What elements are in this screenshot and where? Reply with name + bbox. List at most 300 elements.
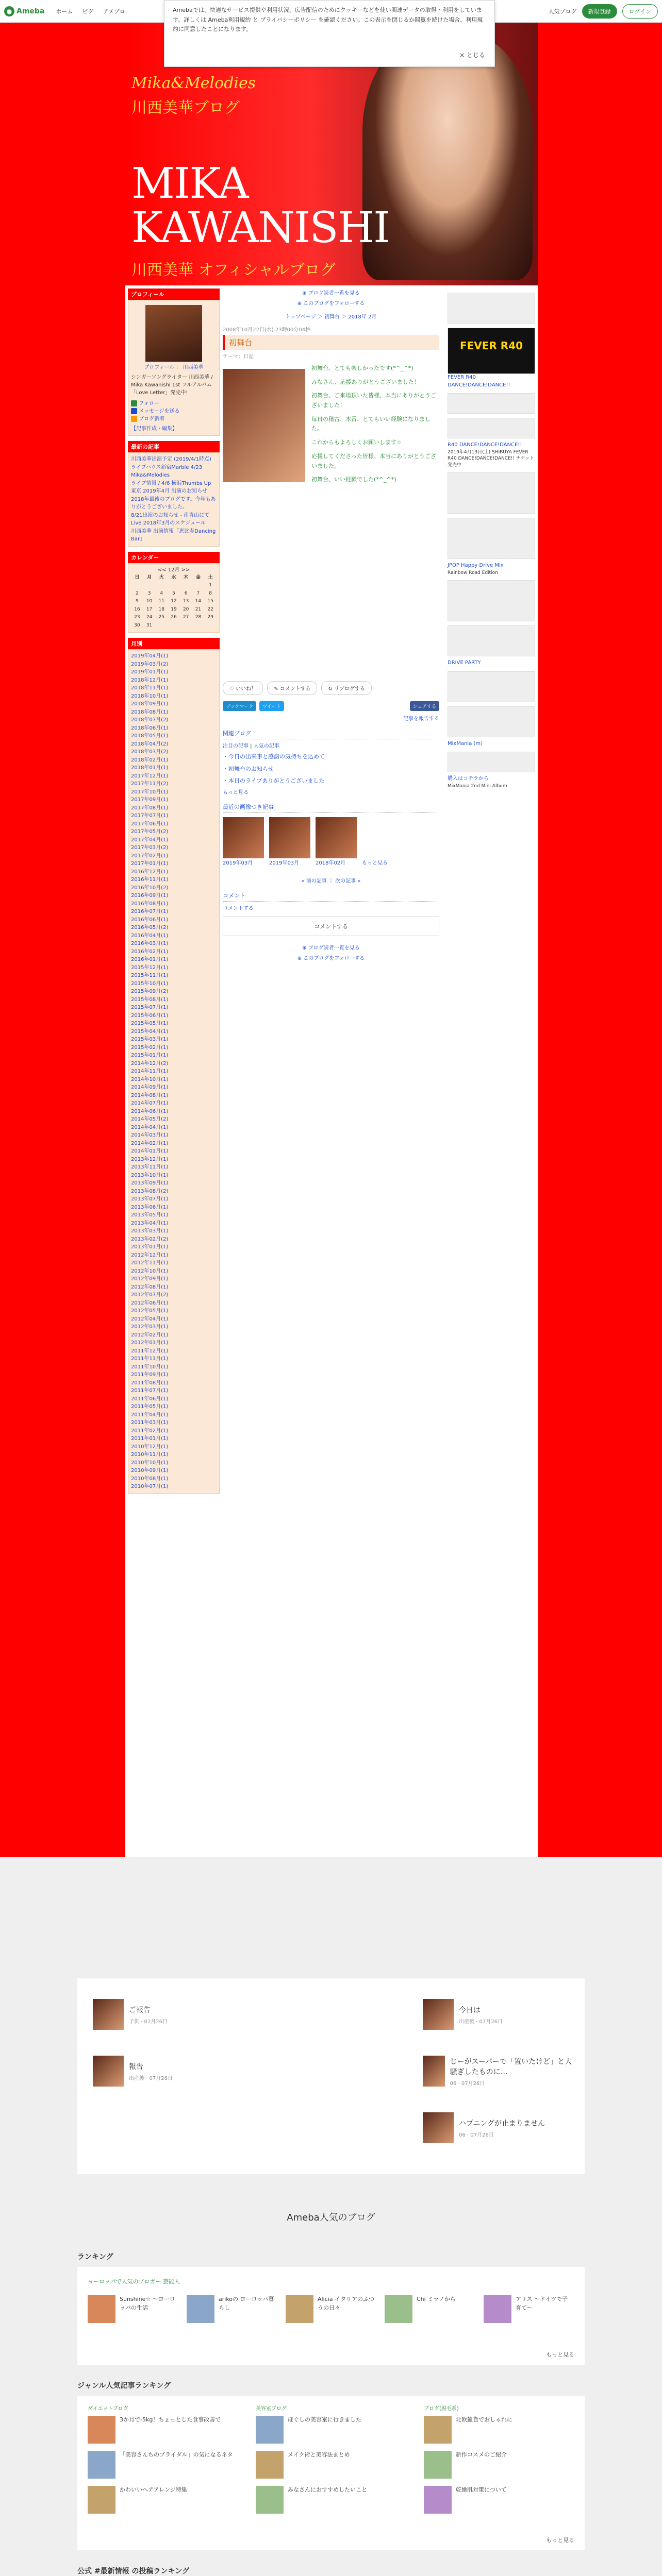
calendar-day [155,582,168,590]
reader-list-link-bottom[interactable]: ⊕ ブログ読者一覧を見る [302,945,360,951]
archive-month-link[interactable]: 2019年04月(1) [131,653,169,659]
archive-month-link[interactable]: 2018年04月(2) [131,741,169,747]
archive-list [128,649,220,1494]
archive-month-link[interactable]: 2013年04月(1) [131,1220,169,1226]
archive-month-link[interactable]: 2010年09月(1) [131,1468,169,1473]
report-link[interactable]: 記事を報告する [403,716,439,722]
ranking-list [88,2295,572,2323]
calendar-day[interactable]: 2 [135,590,139,596]
archive-month-link[interactable]: 2013年12月(1) [131,1156,169,1162]
image-post[interactable] [316,817,357,866]
comment-button[interactable]: ✎ コメントする [267,681,317,695]
archive-month-link[interactable]: 2015年07月(1) [131,1005,169,1010]
genre-item[interactable] [424,2416,573,2444]
archive-month-link[interactable]: 2018年06月(1) [131,725,169,731]
calendar-day[interactable]: 14 [195,599,202,604]
archive-month-link[interactable]: 2017年07月(1) [131,813,169,819]
archive-month-link[interactable]: 2011年07月(1) [131,1388,169,1394]
feed-sub: 06 · 07月26日 [459,2132,494,2138]
archive-month-link[interactable]: 2016年08月(1) [131,901,169,907]
popular-blog-link[interactable]: 人気ブログ [548,8,577,15]
genre-thumb [88,2451,115,2479]
calendar-day[interactable]: 8 [209,590,212,596]
archive-month-link[interactable]: 2014年02月(1) [131,1140,169,1146]
blog-news-link[interactable]: ブログ新着 [139,416,165,422]
follow-icon [131,400,137,406]
purchase-link[interactable]: 購入はコチラから [448,776,489,782]
archive-month-link[interactable]: 2016年11月(1) [131,877,169,883]
archive-month-link[interactable]: 2015年04月(1) [131,1028,169,1035]
entry-body [223,364,439,673]
facebook-share-button[interactable]: シェアする [410,701,439,711]
archive-month-link[interactable]: 2019年01月(1) [131,669,169,675]
archive-month-link[interactable]: 2010年07月(1) [131,1484,169,1489]
recent-list [128,452,220,547]
archive-month-link[interactable]: 2011年08月(1) [131,1380,169,1386]
genre-card [77,2396,585,2550]
archive-month-link[interactable]: 2012年06月(1) [131,1300,169,1306]
archive-month-link[interactable]: 2012年11月(1) [131,1260,169,1266]
genre-thumb [424,2416,452,2444]
fever-r40-banner[interactable]: FEVER R40 [448,328,535,374]
entry-paragraph: 初舞台、ご来場頂いた皆様、本当にありがとうございました！ [311,392,436,409]
ad-banner-1[interactable] [448,293,535,324]
ranking-thumb [385,2295,412,2323]
archive-month-link[interactable]: 2011年03月(1) [131,1420,169,1426]
archive-month-link[interactable]: 2016年09月(1) [131,893,169,899]
archive-month-link[interactable]: 2016年10月(2) [131,885,169,891]
ranking-heading: ランキング [77,2253,113,2261]
fever-link[interactable]: FEVER R40 DANCE!DANCE!DANCE!! [448,375,510,388]
reader-list-label: ブログ読者一覧を見る [308,291,360,296]
archive-month-link[interactable]: 2016年06月(1) [131,917,169,923]
archive-month-link[interactable]: 2017年06月(1) [131,821,169,827]
archive-month-link[interactable]: 2011年11月(1) [131,1356,169,1362]
feed-thumb [423,2112,454,2143]
archive-month-link[interactable]: 2012年08月(1) [131,1284,169,1290]
edit-link[interactable]: 【記事作成・編集】 [131,426,177,432]
ameba-logo[interactable] [4,6,44,16]
login-button[interactable]: ログイン [622,4,658,19]
archive-month-link[interactable]: 2011年12月(1) [131,1348,169,1354]
main-content [223,289,439,964]
ad-banner-6[interactable] [448,580,535,621]
follow-link-row[interactable] [131,400,217,408]
cookie-text: Amebaでは、快適なサービス提供や利用状況、広告配信のためにクッキーなどを使い関連データの取得・利用をしています。詳しくは Ameba利用規約 と プライバシーポリシー を確認ください。この表示を閉じるか閲覧を続けた場合、利用規約に同意したことになります。 [173,7,483,33]
dance-link[interactable]: R40 DANCE!DANCE!DANCE!! [448,442,522,448]
follow-link[interactable]: フォロー [139,401,159,406]
archive-month-link[interactable]: 2015年03月(1) [131,1037,169,1042]
genre-item[interactable] [256,2416,405,2444]
archive-month-link[interactable]: 2013年07月(1) [131,1196,169,1202]
nav-pigg[interactable]: ピグ [82,8,94,15]
archive-month-link[interactable]: 2012年12月(1) [131,1252,169,1258]
image-posts [223,817,439,866]
follow-blog-link[interactable]: ⊕ このブログをフォローする [297,301,365,307]
feed-item-5[interactable] [423,2112,545,2143]
follow-blog-link-bottom[interactable]: ⊕ このブログをフォローする [297,955,365,961]
archive-month-link[interactable]: 2013年11月(1) [131,1164,169,1170]
archive-month-link[interactable]: 2018年07月(2) [131,717,169,723]
archive-month-link[interactable]: 2018年09月(1) [131,701,169,707]
calendar-weekday: 火 [159,574,164,580]
archive-month-link[interactable]: 2014年12月(2) [131,1060,169,1066]
archive-month-link[interactable]: 2014年10月(1) [131,1076,169,1082]
archive-month-link[interactable]: 2017年08月(1) [131,805,169,811]
archive-month-link[interactable]: 2010年12月(1) [131,1444,169,1450]
next-entry-link[interactable]: 次の記事 » [335,878,361,884]
image-posts-more-link[interactable]: もっと見る [362,860,388,866]
ad-banner-10[interactable] [448,752,535,772]
feed-title: ハプニングが止まりません [459,2119,545,2128]
archive-month-link[interactable]: 2010年11月(1) [131,1452,169,1458]
entry-nav: « 前の記事 ｜ 次の記事 » [301,878,361,884]
calendar-day[interactable]: 12 [171,599,177,604]
archive-heading: 月別 [128,638,220,649]
calendar-day[interactable]: 7 [196,590,200,596]
genre-column-title[interactable]: 美容室ブログ [256,2406,287,2412]
genre-thumb [256,2486,284,2514]
breadcrumb[interactable]: トップページ ＞ 初舞台 ＞ 2018年 2月 [285,314,377,320]
left-sidebar [128,289,220,1494]
archive-month-link[interactable]: 2012年09月(1) [131,1276,169,1282]
entry-title[interactable]: 初舞台 [223,335,439,350]
archive-month-link[interactable]: 2018年11月(1) [131,685,169,691]
archive-month-link[interactable]: 2012年04月(1) [131,1316,169,1322]
ranking-title: アリス 〜ドイツで子育て〜 [516,2296,568,2311]
genre-thumb [88,2486,115,2514]
archive-month-link[interactable]: 2013年08月(2) [131,1188,169,1194]
reader-list-label-bottom: ブログ読者一覧を見る [308,945,360,951]
archive-month-link[interactable]: 2018年10月(1) [131,693,169,699]
dance-text: 2019年4月13日(土) SHIBUYA FEVER R40 DANCE!DANCE!DANCE!! チケット発売中 [448,449,534,468]
genre-thumb [88,2416,115,2444]
archive-month-link[interactable]: 2019年03月(2) [131,661,169,667]
feed-sub: 子供 · 07月26日 [129,2019,168,2025]
feed-sub: 出産後 · 07月26日 [459,2019,503,2025]
image-post[interactable] [223,817,264,866]
archive-month-link[interactable]: 2017年12月(1) [131,773,169,779]
archive-month-link[interactable]: 2017年02月(1) [131,853,169,859]
genre-column-title[interactable]: ダイエットブログ [88,2406,128,2412]
genre-item[interactable] [256,2486,405,2514]
ranking-more-link[interactable]: もっと見る [546,2351,574,2358]
calendar-month[interactable]: << 12月 >> [157,567,190,573]
tab-popular[interactable]: 人気の記事 [253,743,279,749]
ranking-card [77,2267,585,2365]
calendar-day[interactable]: 4 [160,590,163,596]
reblog-button[interactable]: ↻ リブログする [321,681,372,695]
related-list [223,752,439,786]
ranking-item[interactable] [286,2295,374,2323]
recent-post-link[interactable]: 8/21出演のお知らせ - 南青山にて [131,512,210,518]
feed-thumb [423,1999,454,2030]
calendar-day[interactable]: 20 [183,606,189,612]
message-link[interactable]: メッセージを送る [139,409,180,414]
archive-month-link[interactable]: 2013年05月(1) [131,1212,169,1218]
calendar-day[interactable]: 31 [146,622,153,628]
official-heading: 公式 #最新情報 の投稿ランキング [77,2567,190,2575]
genre-item[interactable] [256,2451,405,2479]
archive-month-link[interactable]: 2017年01月(1) [131,861,169,867]
calendar-day[interactable]: 24 [146,615,153,620]
archive-month-link[interactable]: 2013年09月(1) [131,1180,169,1186]
archive-month-link[interactable]: 2017年03月(2) [131,845,169,851]
archive-month-link[interactable]: 2015年12月(1) [131,964,169,971]
message-icon [131,408,137,414]
calendar-day[interactable]: 25 [158,615,164,620]
archive-month-link[interactable]: 2014年11月(1) [131,1069,169,1074]
archive-month-link[interactable]: 2012年02月(1) [131,1332,169,1338]
calendar-day[interactable]: 16 [134,606,140,612]
archive-month-link[interactable]: 2012年03月(1) [131,1324,169,1330]
archive-month-link[interactable]: 2013年06月(1) [131,1204,169,1210]
image-post[interactable] [269,817,310,866]
reader-list-link[interactable]: ⊕ ブログ読者一覧を見る [302,291,360,296]
genre-column-title[interactable]: ブログ(脱毛系) [424,2406,459,2412]
ranking-thumb [88,2295,115,2323]
related-post-link[interactable]: ・初舞台のお知らせ [223,765,274,772]
ad-banner-2[interactable] [448,393,535,414]
recent-post-link[interactable]: ライブハウス新宿Marble 4/23 Mika&Melodies [131,464,203,478]
ad-banner-9[interactable] [448,706,535,737]
calendar-day[interactable]: 13 [183,599,189,604]
blog-news-row[interactable] [131,415,217,423]
mixmania-link[interactable]: MixMania (m) [448,740,483,747]
profile-heading: プロフィール [128,289,220,300]
archive-month-link[interactable]: 2018年08月(1) [131,709,169,715]
archive-month-link[interactable]: 2011年06月(1) [131,1396,169,1402]
archive-month-link[interactable]: 2015年06月(1) [131,1012,169,1019]
calendar-day[interactable]: 10 [146,599,153,604]
ranking-title: Sunshine☆ 〜ヨーロッパの生活 [120,2296,175,2311]
bookmark-button[interactable]: ブックマーク [223,701,256,711]
recent-post-link[interactable]: ライブ情報 / 4/6 横浜Thumbs Up [131,480,211,486]
genre-item-title: メイク術と美容法まとめ [288,2451,350,2458]
archive-month-link[interactable]: 2015年05月(1) [131,1021,169,1026]
calendar-day[interactable]: 23 [134,615,140,620]
calendar-weekday: 木 [184,574,189,580]
calendar-day[interactable]: 1 [209,583,212,588]
archive-month-link[interactable]: 2016年04月(1) [131,933,169,939]
archive-month-link[interactable]: 2016年02月(1) [131,948,169,955]
archive-month-link[interactable]: 2015年02月(1) [131,1044,169,1050]
feed-item-3[interactable] [93,2056,173,2087]
calendar-day[interactable]: 9 [135,599,139,604]
calendar-weekday: 土 [208,574,213,580]
calendar-day [131,582,143,590]
archive-month-link[interactable]: 2013年01月(1) [131,1244,169,1250]
calendar-day[interactable]: 3 [147,590,151,596]
calendar-day[interactable]: 28 [195,615,202,620]
entry-paragraph: 初舞台、とても楽しかったです(*^_^*) [311,365,413,371]
archive-month-link[interactable]: 2013年03月(1) [131,1228,169,1234]
calendar-weekday: 水 [171,574,176,580]
archive-month-link[interactable]: 2010年08月(1) [131,1476,169,1482]
genre-item[interactable] [88,2416,237,2444]
archive-month-link[interactable]: 2018年01月(1) [131,765,169,771]
calendar-day[interactable]: 19 [171,606,177,612]
calendar-day[interactable]: 15 [207,599,213,604]
ad-banner-4[interactable] [448,472,535,514]
archive-month-link[interactable]: 2018年12月(1) [131,677,169,683]
comment-post-button[interactable]: コメントする [223,917,439,936]
genre-item[interactable] [424,2451,573,2479]
cookie-close-button[interactable]: × とじる [459,51,485,59]
profile-image[interactable] [145,305,202,362]
calendar-day[interactable]: 6 [184,590,188,596]
archive-month-link[interactable]: 2014年08月(1) [131,1092,169,1098]
ranking-item[interactable] [187,2295,275,2323]
genre-item-title: みなさんにおすすめしたいこと [288,2486,368,2493]
archive-month-link[interactable]: 2011年09月(1) [131,1372,169,1378]
genre-column [256,2404,405,2521]
genre-item-title: かわいいヘアアレンジ特集 [120,2486,187,2493]
recent-post-link[interactable]: 東京 2019年4月 出演のお知らせ [131,488,207,494]
archive-month-link[interactable]: 2015年01月(1) [131,1053,169,1058]
genre-item[interactable] [424,2486,573,2514]
ad-banner-8[interactable] [448,671,535,702]
archive-month-link[interactable]: 2014年06月(1) [131,1108,169,1114]
archive-month-link[interactable]: 2015年09月(2) [131,989,169,994]
recent-post-link[interactable]: Live 2018年3月のスケジュール [131,520,206,526]
archive-month-link[interactable]: 2018年03月(2) [131,749,169,755]
archive-month-link[interactable]: 2015年11月(1) [131,973,169,978]
entry-theme[interactable]: テーマ：日記 [223,354,254,360]
ameba-logo-icon: ● [4,6,14,16]
archive-month-link[interactable]: 2010年10月(1) [131,1460,169,1466]
header-subtitle-jp: 川西美華ブログ [131,99,240,117]
archive-month-link[interactable]: 2014年01月(1) [131,1148,169,1154]
ranking-item[interactable] [484,2295,572,2323]
tab-featured[interactable]: 注目の記事 [223,743,249,749]
calendar-day[interactable]: 26 [171,615,177,620]
ranking-item[interactable] [88,2295,176,2323]
message-link-row[interactable] [131,408,217,415]
related-post-link[interactable]: ・本日のライブありがとうございました [223,777,325,785]
related-tabs: 注目の記事 | 人気の記事 [223,743,279,749]
nav-ameblo[interactable]: アメブロ [103,8,125,15]
entry-photo[interactable] [223,369,305,482]
feed-item-1[interactable] [93,1999,168,2030]
archive-month-link[interactable]: 2015年10月(1) [131,980,169,987]
archive-month-link[interactable]: 2014年09月(1) [131,1084,169,1090]
archive-month-link[interactable]: 2011年10月(1) [131,1364,169,1370]
archive-month-link[interactable]: 2017年05月(2) [131,829,169,835]
like-label: いいね！ [236,686,257,692]
archive-month-link[interactable]: 2012年05月(1) [131,1308,169,1314]
archive-month-link[interactable]: 2017年09月(1) [131,797,169,803]
calendar-day[interactable]: 29 [207,615,213,620]
feed-title: じーがスーパーで「置いたけど」と大騒ぎしたものに… [450,2057,572,2076]
archive-month-link[interactable]: 2012年01月(1) [131,1340,169,1346]
profile-box [128,300,220,436]
recent-post-link[interactable]: 2018年最後のブログです。今年もありがとうございました。 [131,496,216,510]
genre-item[interactable] [88,2486,237,2514]
archive-month-link[interactable]: 2016年05月(2) [131,925,169,930]
archive-month-link[interactable]: 2011年02月(1) [131,1428,169,1434]
image-post-thumb [269,817,310,858]
archive-month-link[interactable]: 2011年04月(1) [131,1412,169,1418]
recent-post-link[interactable]: 川西美華 出演情報「恵比寿Dancing Bar」 [131,528,216,542]
comment-heading: コメント [223,891,439,902]
follow-blog-label-bottom: このブログをフォローする [303,955,365,961]
jpop-link[interactable]: JPOP Happy Drive Mix [448,563,504,569]
archive-month-link[interactable]: 2012年07月(2) [131,1292,169,1298]
calendar-day[interactable]: 18 [158,606,164,612]
calendar-day[interactable]: 5 [172,590,175,596]
ad-banner-7[interactable] [448,625,535,656]
genre-item[interactable] [88,2451,237,2479]
feed-thumb [93,1999,124,2030]
feed-item-4[interactable] [423,2056,577,2087]
feed-item-2[interactable] [423,1999,503,2030]
ad-banner-3[interactable] [448,418,535,438]
like-button[interactable]: ♡ いいね！ [223,681,263,695]
archive-month-link[interactable]: 2012年10月(1) [131,1268,169,1274]
ranking-thumb [286,2295,313,2323]
calendar-day[interactable]: 21 [195,606,202,612]
drive-party-link[interactable]: DRIVE PARTY [448,660,481,666]
archive-month-link[interactable]: 2011年01月(1) [131,1436,169,1442]
archive-month-link[interactable]: 2016年03月(1) [131,941,169,946]
archive-month-link[interactable]: 2014年04月(1) [131,1124,169,1130]
calendar-day[interactable]: 27 [183,615,189,620]
archive-month-link[interactable]: 2013年10月(1) [131,1172,169,1178]
recent-heading: 最新の記事 [128,441,220,452]
archive-month-link[interactable]: 2018年02月(1) [131,757,169,763]
archive-month-link[interactable]: 2016年12月(1) [131,869,169,875]
archive-month-link[interactable]: 2014年07月(1) [131,1100,169,1106]
genre-more-link[interactable]: もっと見る [546,2537,574,2544]
calendar-day[interactable]: 22 [207,606,213,612]
signup-button[interactable]: 新規登録 [582,4,617,19]
feed-thumb [423,2056,445,2087]
archive-month-link[interactable]: 2013年02月(2) [131,1236,169,1242]
tweet-button[interactable]: ツイート [259,701,284,711]
calendar-day [192,582,205,590]
archive-month-link[interactable]: 2018年05月(1) [131,733,169,739]
calendar-day [180,622,192,630]
recent-post-link[interactable]: 川西美華出演予定 (2019/4/1時点) [131,456,211,462]
ad-banner-5[interactable] [448,518,535,559]
calendar-day[interactable]: 11 [158,599,164,604]
nav-home[interactable]: ホーム [56,8,73,15]
archive-month-link[interactable]: 2015年08月(1) [131,996,169,1003]
comment-text-link[interactable]: コメントする [223,905,254,911]
ranking-item[interactable] [385,2295,473,2323]
calendar-day[interactable]: 17 [146,606,153,612]
prev-entry-link[interactable]: « 前の記事 [301,878,327,884]
entry-date: 2008年10月22日(水) 23時00分04秒 [223,327,311,333]
archive-month-link[interactable]: 2017年10月(1) [131,789,169,795]
header-title-line2: KAWANISHI [131,204,389,252]
archive-month-link[interactable]: 2017年11月(2) [131,781,169,787]
archive-month-link[interactable]: 2011年05月(1) [131,1404,169,1410]
archive-month-link[interactable]: 2017年04月(1) [131,837,169,843]
ranking-subheading[interactable]: ヨーロッパで人気のブロガー 芸能人 [88,2278,180,2285]
calendar-day [155,622,168,630]
archive-month-link[interactable]: 2016年07月(1) [131,909,169,914]
entry-paragraph: 毎日の稽古、本番、とてもいい経験になりました。 [311,415,431,432]
profile-name[interactable]: プロフィール ： 川西美華 [144,365,204,370]
archive-month-link[interactable]: 2016年01月(1) [131,957,169,962]
related-more-link[interactable]: もっと見る [223,789,249,795]
calendar-day[interactable]: 30 [134,622,140,628]
related-post-link[interactable]: ・今日の出来事と感謝の気持ちを込めて [223,753,325,760]
archive-month-link[interactable]: 2014年03月(1) [131,1132,169,1138]
archive-month-link[interactable]: 2014年05月(2) [131,1116,169,1122]
